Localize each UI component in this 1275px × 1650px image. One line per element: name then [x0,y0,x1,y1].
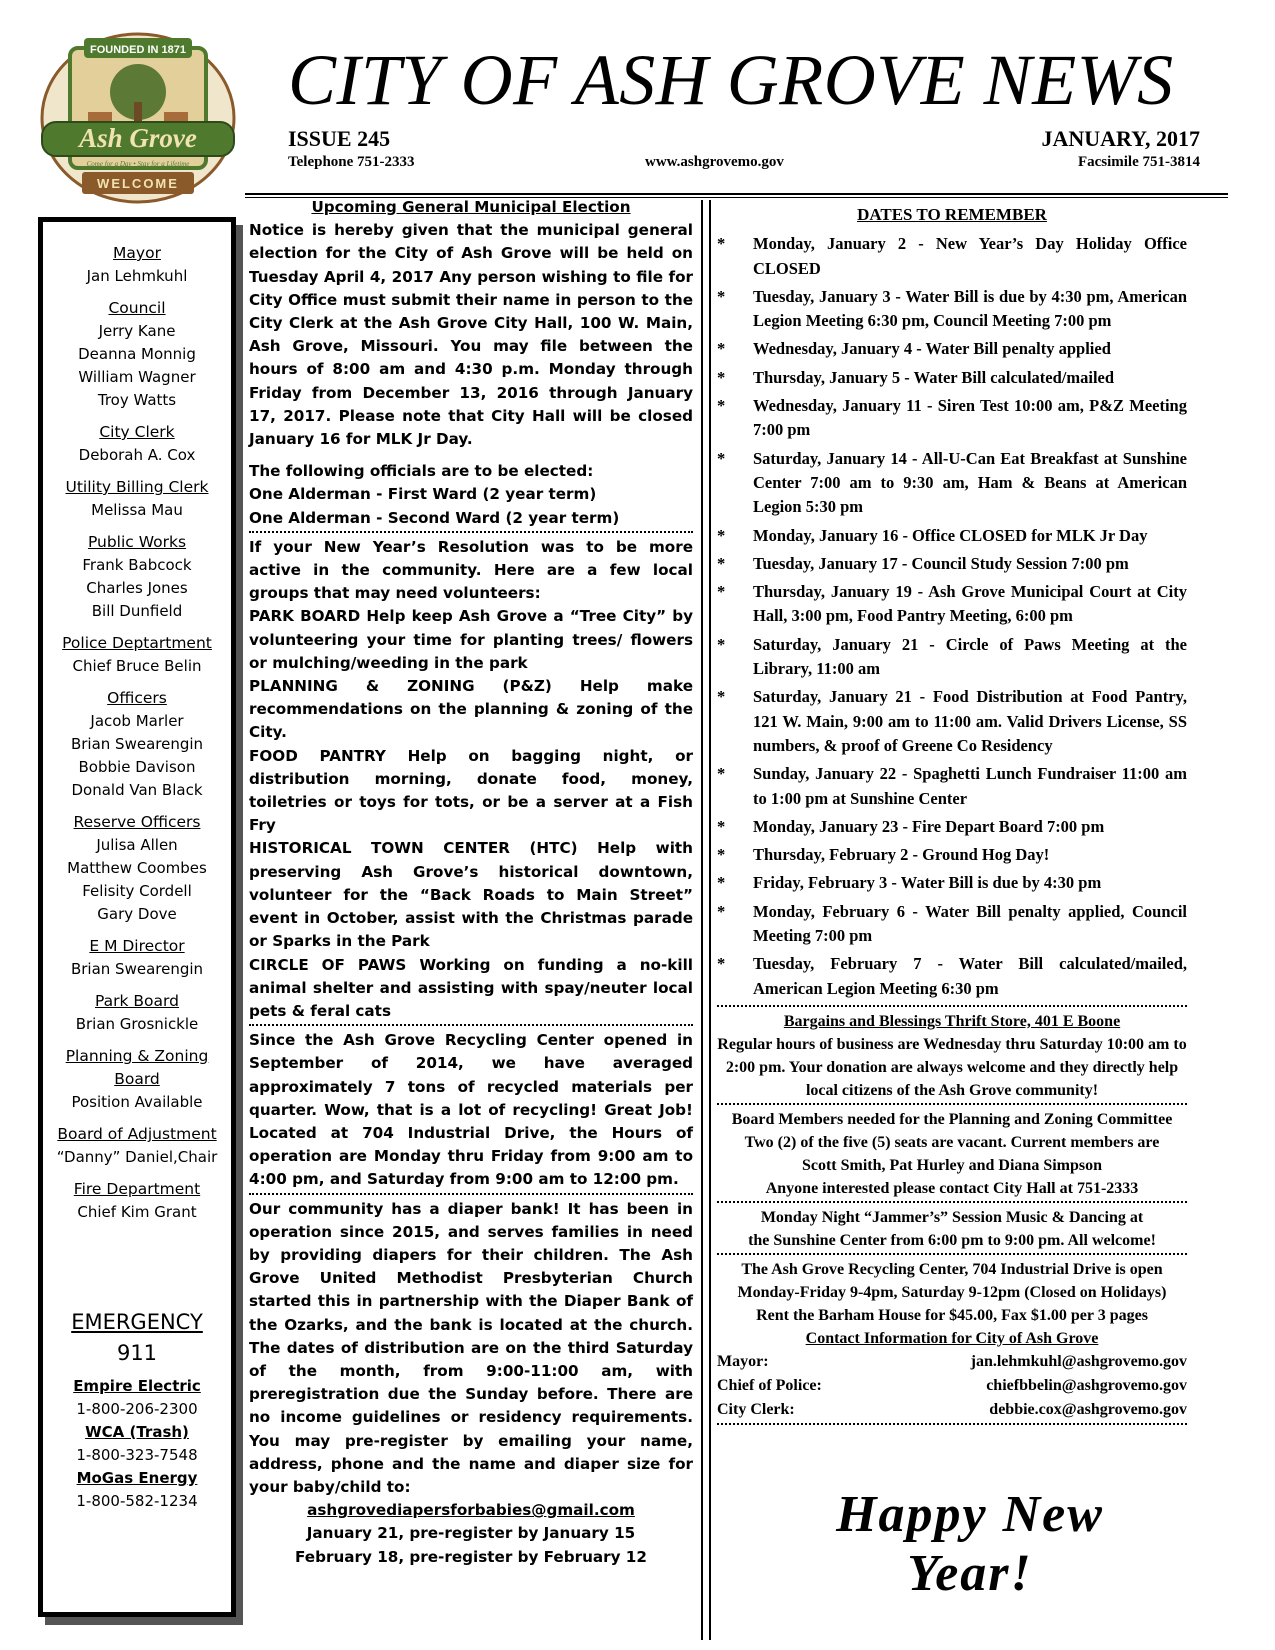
date-item-text: Wednesday, January 4 - Water Bill penalty applied [753,339,1111,359]
utility-phone: 1-800-206-2300 [76,1400,198,1418]
recycle-info-line: Rent the Barham House for $45.00, Fax $1.00 per 3 pages [756,1306,1148,1324]
official-name: Bobbie Davison [78,758,196,776]
officials-intro: The following officials are to be elected: [249,462,594,481]
dotted-divider [249,1024,693,1026]
official-name: Melissa Mau [91,501,183,519]
utility-contact [43,1375,231,1421]
date-item-text: Wednesday, January 11 - Siren Test 10:00 am, P&Z Meeting 7:00 pm [753,396,1187,440]
date-item [717,394,1187,443]
official-name: Chief Bruce Belin [72,657,202,675]
date-item [717,232,1187,281]
date-item [717,447,1187,520]
bullet-asterisk-icon: * [717,367,726,387]
jammer-line: Monday Night “Jammer’s” Session Music & Dancing at [760,1208,1144,1226]
official-name: Julisa Allen [96,836,178,854]
contact-email-link[interactable]: jan.lehmkuhl@ashgrovemo.gov [970,1352,1187,1370]
contact-role: Mayor: [717,1352,769,1370]
dates-heading: DATES TO REMEMBER [857,205,1047,224]
diaper-email-link[interactable]: ashgrovediapersforbabies@gmail.com [307,1501,635,1520]
date-item [717,952,1187,1001]
issue-number: ISSUE 245 [288,126,391,151]
website-link[interactable]: www.ashgrovemo.gov [645,154,784,170]
utility-name: WCA (Trash) [85,1423,189,1441]
volunteer-group: HISTORICAL TOWN CENTER (HTC) Help with preserving Ash Grove’s historical downtown, volunteer for the “Back Roads to Main Street” event in October, assist with the Christmas parade or Sparks in the Park [249,839,693,951]
official-section-heading: Park Board [95,992,179,1010]
volunteer-intro: If your New Year’s Resolution was to be more active in the community. Here are a few local groups that may need volunteers: [249,537,693,603]
official-name: “Danny” Daniel,Chair [56,1148,218,1166]
utility-contact [43,1421,231,1467]
diaper-date: February 18, pre-register by February 12 [295,1547,647,1566]
contact-row [717,1374,1187,1398]
dotted-divider [717,1201,1187,1203]
official-name: Jacob Marler [90,712,184,730]
date-item [717,337,1187,361]
recycle-info-line: The Ash Grove Recycling Center, 704 Industrial Drive is open [741,1260,1163,1278]
bullet-asterisk-icon: * [717,553,726,573]
official-section [43,623,231,678]
official-name: Gary Dove [97,905,177,923]
bullet-asterisk-icon: * [717,525,726,545]
recycling-article: Since the Ash Grove Recycling Center opened in September of 2014, we have averaged approximately 7 tons of recycled materials per quarter. Wow, that is a lot of recycling! Great Job! Located at 704 Industrial Drive, the Hours of operation are Monday thru Friday from 9:00 am to 4:00 pm, and Saturday from 9:00 am to 12:00 pm. [249,1031,693,1189]
bullet-asterisk-icon: * [717,687,726,707]
utility-name: MoGas Energy [76,1469,198,1487]
date-item [717,524,1187,548]
recycle-info-line: Monday-Friday 9-4pm, Saturday 9-12pm (Closed on Holidays) [737,1283,1167,1301]
official-name: Troy Watts [97,391,177,409]
bullet-asterisk-icon: * [717,845,726,865]
date-item-text: Monday, January 2 - New Year’s Day Holiday Office CLOSED [753,234,1187,278]
utility-phone: 1-800-582-1234 [76,1492,198,1510]
thrift-heading: Bargains and Blessings Thrift Store, 401 E Boone [783,1012,1121,1030]
official-section [43,1036,231,1114]
volunteer-group: FOOD PANTRY Help on bagging night, or distribution morning, donate food, money, toiletries or toys for tots, or be a server at a Fish Fry [249,746,693,835]
official-name: Jerry Kane [98,322,176,340]
right-column [717,203,1187,1428]
official-section-heading: Planning & Zoning Board [65,1047,209,1088]
date-item [717,762,1187,811]
contact-role: Chief of Police: [717,1376,822,1394]
official-section-heading: Officers [107,689,167,707]
newsletter-title: CITY OF ASH GROVE NEWS [288,40,1174,120]
date-item-text: Tuesday, February 7 - Water Bill calculated/mailed, American Legion Meeting 6:30 pm [753,954,1187,998]
official-section [43,1169,231,1224]
emergency-label: EMERGENCY [71,1310,203,1334]
official-section [43,1114,231,1169]
official-name: Brian Swearengin [70,735,204,753]
jammer-line: the Sunshine Center from 6:00 pm to 9:00 pm. All welcome! [748,1231,1156,1249]
bullet-asterisk-icon: * [717,634,726,654]
date-item-text: Monday, January 16 - Office CLOSED for MLK Jr Day [753,525,1148,545]
official-name: Jan Lehmkuhl [86,267,188,285]
telephone: Telephone 751-2333 [288,154,415,170]
election-notice: Notice is hereby given that the municipal general election for the City of Ash Grove will be held on Tuesday April 4, 2017 Any person wishing to file for City Office must submit their name in person to the City Clerk at the Ash Grove City Hall, 100 W. Main, Ash Grove, Missouri. You may file between the hours of 8:00 am and 4:30 p.m. Monday through Friday from December 13, 2016 through January 17, 2017. Please note that City Hall will be closed January 16 for MLK Jr Day. [249,221,693,449]
date-item-text: Saturday, January 21 - Food Distribution at Food Pantry, 121 W. Main, 9:00 am to 11:00 am. Valid Drivers License, SS numbers, & proof of Greene Co Residency [753,687,1187,755]
election-heading: Upcoming General Municipal Election [311,198,631,216]
official-name: Donald Van Black [71,781,203,799]
date-item-text: Tuesday, January 17 - Council Study Session 7:00 pm [753,553,1129,573]
contact-row [717,1398,1187,1422]
logo-name-text: Ash Grove [79,123,197,153]
contact-email-link[interactable]: debbie.cox@ashgrovemo.gov [989,1400,1187,1418]
contact-heading: Contact Information for City of Ash Grove [805,1329,1099,1347]
logo-founded-text: FOUNDED IN 1871 [90,44,186,56]
date-item-text: Thursday, January 19 - Ash Grove Municipal Court at City Hall, 3:00 pm, Food Pantry Meeting, 6:00 pm [753,582,1187,626]
logo-welcome-text: WELCOME [97,176,179,191]
bullet-asterisk-icon: * [717,901,726,921]
contact-role: City Clerk: [717,1400,795,1418]
official-seat: One Alderman - First Ward (2 year term) [249,485,597,504]
dates-list [717,232,1187,1001]
date-item [717,580,1187,629]
officials-list [43,242,231,1224]
dotted-divider [717,1005,1187,1007]
bullet-asterisk-icon: * [717,873,726,893]
date-item [717,552,1187,576]
official-section [43,981,231,1036]
official-name: Frank Babcock [82,556,192,574]
diaper-bank-article: Our community has a diaper bank! It has been in operation since 2015, and serves families in need by providing diapers for their children. The Ash Grove United Methodist Presbyterian Church started this in partnership with the Diaper Bank of the Ozarks, and the bank is located at the church. The dates of distribution are on the third Saturday of the month, from 9:00-11:00 am, with preregistration due the Sunday before. There are no income guidelines or residency requirements. You may pre-register by emailing your name, address, phone and the name and diaper size for your baby/child to: [249,1199,693,1496]
official-name: Deborah A. Cox [78,446,196,464]
board-notice-line: Two (2) of the five (5) seats are vacant. Current members are [744,1133,1160,1151]
official-name: Brian Grosnickle [75,1015,199,1033]
date-item-text: Sunday, January 22 - Spaghetti Lunch Fundraiser 11:00 am to 1:00 pm at Sunshine Center [753,764,1187,808]
emergency-number: 911 [116,1341,158,1365]
board-notice-line: Board Members needed for the Planning and Zoning Committee [731,1110,1173,1128]
official-name: Felisity Cordell [82,882,192,900]
thrift-text: Regular hours of business are Wednesday thru Saturday 10:00 am to 2:00 pm. Your donation are always welcome and they directly help local citizens of the Ash Grove community! [717,1035,1187,1099]
utility-phone: 1-800-323-7548 [76,1446,198,1464]
date-item-text: Tuesday, January 3 - Water Bill is due by 4:30 pm, American Legion Meeting 6:30 pm, Council Meeting 7:00 pm [753,286,1187,331]
official-name: Matthew Coombes [67,859,207,877]
official-section-heading: Utility Billing Clerk [65,478,209,496]
official-section-heading: Board of Adjustment [57,1125,217,1143]
bullet-asterisk-icon: * [717,582,726,602]
officials-sidebar [38,217,236,1617]
date-item-text: Thursday, February 2 - Ground Hog Day! [753,845,1050,865]
volunteer-group: PARK BOARD Help keep Ash Grove a “Tree City” by volunteering your time for planting trees/ flowers or mulching/weeding in the park [249,607,693,672]
official-section-heading: Police Deptartment [62,634,212,652]
bullet-asterisk-icon: * [717,339,726,359]
official-name: Bill Dunfield [91,602,183,620]
city-logo [38,30,238,206]
date-item-text: Saturday, January 21 - Circle of Paws Meeting at the Library, 11:00 am [753,634,1187,679]
date-item-text: Monday, February 6 - Water Bill penalty applied, Council Meeting 7:00 pm [753,901,1187,946]
date-item [717,900,1187,949]
logo-tagline-text: Come for a Day • Stay for a Lifetime [86,160,190,168]
date-item [717,843,1187,867]
issue-date: JANUARY, 2017 [1041,126,1200,151]
bullet-asterisk-icon: * [717,448,726,468]
date-item [717,366,1187,390]
official-section [43,288,231,412]
official-section-heading: E M Director [89,937,185,955]
official-name: Deanna Monnig [78,345,196,363]
date-item-text: Monday, January 23 - Fire Depart Board 7:00 pm [753,816,1105,836]
official-name: Position Available [71,1093,203,1111]
official-section [43,412,231,467]
emergency-box [43,1307,231,1513]
official-section-heading: City Clerk [99,423,175,441]
column-divider [701,200,703,1640]
official-section [43,522,231,623]
official-section-heading: Fire Department [73,1180,201,1198]
official-section [43,678,231,802]
volunteer-group: PLANNING & ZONING (P&Z) Help make recommendations on the planning & zoning of the City. [249,677,693,742]
date-item-text: Thursday, January 5 - Water Bill calculated/mailed [753,367,1115,387]
header-rule [245,193,1228,195]
date-item [717,815,1187,839]
diaper-date: January 21, pre-register by January 15 [306,1524,636,1543]
official-section-heading: Mayor [113,244,161,262]
official-section [43,802,231,926]
date-item [717,285,1187,334]
column-divider [709,200,711,1640]
dotted-divider [717,1423,1187,1425]
official-name: Charles Jones [86,579,188,597]
official-section-heading: Council [108,299,166,317]
board-notice-line: Anyone interested please contact City Hall at 751-2333 [765,1179,1139,1197]
contact-row [717,1350,1187,1374]
official-name: Brian Swearengin [70,960,204,978]
dotted-divider [717,1253,1187,1255]
official-name: William Wagner [78,368,196,386]
dotted-divider [717,1103,1187,1105]
official-name: Chief Kim Grant [77,1203,197,1221]
middle-column [249,196,693,1569]
bullet-asterisk-icon: * [717,234,726,254]
bullet-asterisk-icon: * [717,396,726,416]
happy-new-year-greeting: Happy New Year! [836,1486,1104,1602]
board-notice-line: Scott Smith, Pat Hurley and Diana Simpson [801,1156,1103,1174]
bullet-asterisk-icon: * [717,954,726,974]
bullet-asterisk-icon: * [717,286,726,306]
official-section [43,242,231,288]
official-section [43,467,231,522]
bullet-asterisk-icon: * [717,816,726,836]
official-section-heading: Public Works [87,533,187,551]
official-seat: One Alderman - Second Ward (2 year term) [249,508,620,527]
date-item-text: Friday, February 3 - Water Bill is due by 4:30 pm [753,873,1102,893]
dotted-divider [249,531,693,533]
volunteer-group: CIRCLE OF PAWS Working on funding a no-kill animal shelter and assisting with spay/neuter local pets & feral cats [249,955,693,1020]
date-item [717,685,1187,758]
utility-name: Empire Electric [73,1377,201,1395]
date-item [717,633,1187,682]
contact-email-link[interactable]: chiefbbelin@ashgrovemo.gov [986,1376,1187,1394]
facsimile: Facsimile 751-3814 [1077,154,1200,170]
official-section-heading: Reserve Officers [73,813,201,831]
date-item-text: Saturday, January 14 - All-U-Can Eat Breakfast at Sunshine Center 7:00 am to 9:30 am, Ham & Beans at American Legion 5:30 pm [753,448,1187,517]
bullet-asterisk-icon: * [717,764,726,784]
utility-contact [43,1467,231,1513]
dotted-divider [249,1193,693,1195]
date-item [717,871,1187,895]
official-section [43,926,231,981]
